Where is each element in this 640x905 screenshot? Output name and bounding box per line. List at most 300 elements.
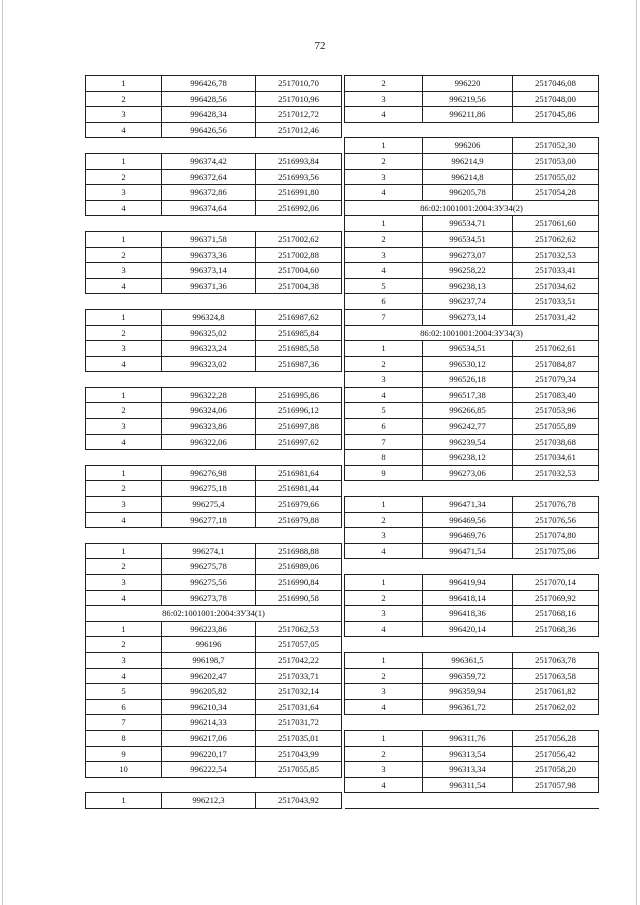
point-number-cell: 6 bbox=[345, 419, 423, 435]
table-row bbox=[345, 91, 599, 107]
separator-row bbox=[345, 793, 599, 809]
point-number-cell: 2 bbox=[345, 356, 423, 372]
x-coordinate-cell: 996237,74 bbox=[423, 294, 513, 310]
y-coordinate-cell: 2516985,58 bbox=[256, 341, 342, 357]
table-row bbox=[86, 91, 342, 107]
y-coordinate-cell: 2517062,53 bbox=[256, 621, 342, 637]
y-coordinate-cell: 2517031,72 bbox=[256, 715, 342, 731]
table-row bbox=[345, 590, 599, 606]
y-coordinate-cell: 2517032,14 bbox=[256, 684, 342, 700]
point-number-cell: 2 bbox=[345, 668, 423, 684]
x-coordinate-cell: 996205,82 bbox=[162, 684, 256, 700]
x-coordinate-cell: 996222,54 bbox=[162, 762, 256, 778]
separator-row bbox=[86, 138, 342, 154]
table-row bbox=[86, 107, 342, 123]
point-number-cell: 2 bbox=[86, 637, 162, 653]
y-coordinate-cell: 2517074,80 bbox=[513, 528, 599, 544]
y-coordinate-cell: 2517057,05 bbox=[256, 637, 342, 653]
y-coordinate-cell: 2516992,06 bbox=[256, 200, 342, 216]
point-number-cell: 2 bbox=[345, 231, 423, 247]
point-number-cell: 4 bbox=[345, 777, 423, 793]
y-coordinate-cell: 2517048,00 bbox=[513, 91, 599, 107]
y-coordinate-cell: 2517045,86 bbox=[513, 107, 599, 123]
table-row bbox=[345, 403, 599, 419]
table-row bbox=[86, 684, 342, 700]
x-coordinate-cell: 996219,56 bbox=[423, 91, 513, 107]
point-number-cell: 8 bbox=[86, 730, 162, 746]
y-coordinate-cell: 2516987,62 bbox=[256, 309, 342, 325]
table-row bbox=[345, 497, 599, 513]
x-coordinate-cell: 996205,78 bbox=[423, 185, 513, 201]
point-number-cell: 3 bbox=[86, 419, 162, 435]
point-number-cell: 3 bbox=[86, 341, 162, 357]
table-row bbox=[345, 419, 599, 435]
point-number-cell: 3 bbox=[86, 185, 162, 201]
page-number: 72 bbox=[314, 40, 326, 52]
point-number-cell: 3 bbox=[86, 652, 162, 668]
x-coordinate-cell: 996517,38 bbox=[423, 387, 513, 403]
table-row bbox=[345, 762, 599, 778]
point-number-cell: 4 bbox=[86, 434, 162, 450]
x-coordinate-cell: 996534,71 bbox=[423, 216, 513, 232]
x-coordinate-cell: 996371,58 bbox=[162, 231, 256, 247]
y-coordinate-cell: 2517069,92 bbox=[513, 590, 599, 606]
empty-separator-cell bbox=[345, 559, 599, 575]
table-row bbox=[345, 356, 599, 372]
point-number-cell: 6 bbox=[86, 699, 162, 715]
x-coordinate-cell: 996428,56 bbox=[162, 91, 256, 107]
point-number-cell: 2 bbox=[345, 590, 423, 606]
y-coordinate-cell: 2517043,92 bbox=[256, 793, 342, 809]
point-number-cell: 1 bbox=[345, 575, 423, 591]
point-number-cell: 1 bbox=[86, 621, 162, 637]
y-coordinate-cell: 2517031,42 bbox=[513, 309, 599, 325]
table-row bbox=[86, 185, 342, 201]
y-coordinate-cell: 2516979,88 bbox=[256, 512, 342, 528]
table-row bbox=[86, 465, 342, 481]
point-number-cell: 4 bbox=[86, 668, 162, 684]
x-coordinate-cell: 996275,18 bbox=[162, 481, 256, 497]
table-row bbox=[86, 309, 342, 325]
table-row bbox=[345, 247, 599, 263]
x-coordinate-cell: 996311,54 bbox=[423, 777, 513, 793]
table-row bbox=[345, 169, 599, 185]
x-coordinate-cell: 996273,07 bbox=[423, 247, 513, 263]
y-coordinate-cell: 2517063,78 bbox=[513, 652, 599, 668]
point-number-cell: 4 bbox=[86, 512, 162, 528]
y-coordinate-cell: 2517079,34 bbox=[513, 372, 599, 388]
point-number-cell: 1 bbox=[345, 730, 423, 746]
point-number-cell: 3 bbox=[86, 497, 162, 513]
y-coordinate-cell: 2516985,84 bbox=[256, 325, 342, 341]
point-number-cell: 2 bbox=[86, 91, 162, 107]
point-number-cell: 3 bbox=[345, 169, 423, 185]
table-row bbox=[345, 387, 599, 403]
separator-row bbox=[345, 481, 599, 497]
x-coordinate-cell: 996313,34 bbox=[423, 762, 513, 778]
table-row bbox=[86, 278, 342, 294]
y-coordinate-cell: 2516990,84 bbox=[256, 575, 342, 591]
table-row bbox=[86, 325, 342, 341]
x-coordinate-cell: 996214,33 bbox=[162, 715, 256, 731]
y-coordinate-cell: 2516987,36 bbox=[256, 356, 342, 372]
y-coordinate-cell: 2517046,08 bbox=[513, 76, 599, 92]
table-row bbox=[345, 278, 599, 294]
table-row bbox=[345, 434, 599, 450]
y-coordinate-cell: 2517062,02 bbox=[513, 699, 599, 715]
x-coordinate-cell: 996372,86 bbox=[162, 185, 256, 201]
y-coordinate-cell: 2516981,64 bbox=[256, 465, 342, 481]
point-number-cell: 4 bbox=[86, 356, 162, 372]
x-coordinate-cell: 996323,02 bbox=[162, 356, 256, 372]
point-number-cell: 1 bbox=[86, 309, 162, 325]
table-row bbox=[86, 715, 342, 731]
x-coordinate-cell: 996258,22 bbox=[423, 263, 513, 279]
x-coordinate-cell: 996211,86 bbox=[423, 107, 513, 123]
table-row bbox=[345, 341, 599, 357]
y-coordinate-cell: 2516989,06 bbox=[256, 559, 342, 575]
x-coordinate-cell: 996469,76 bbox=[423, 528, 513, 544]
point-number-cell: 1 bbox=[86, 387, 162, 403]
point-number-cell: 7 bbox=[345, 309, 423, 325]
table-row bbox=[86, 356, 342, 372]
x-coordinate-cell: 996276,98 bbox=[162, 465, 256, 481]
y-coordinate-cell: 2517034,61 bbox=[513, 450, 599, 466]
point-number-cell: 1 bbox=[345, 652, 423, 668]
y-coordinate-cell: 2517076,78 bbox=[513, 497, 599, 513]
y-coordinate-cell: 2517012,46 bbox=[256, 122, 342, 138]
y-coordinate-cell: 2517033,41 bbox=[513, 263, 599, 279]
y-coordinate-cell: 2517043,99 bbox=[256, 746, 342, 762]
table-row bbox=[86, 730, 342, 746]
empty-separator-cell bbox=[86, 294, 342, 310]
table-row bbox=[345, 543, 599, 559]
scan-edge-left bbox=[2, 0, 3, 905]
point-number-cell: 4 bbox=[86, 122, 162, 138]
table-row bbox=[345, 185, 599, 201]
x-coordinate-cell: 996196 bbox=[162, 637, 256, 653]
x-coordinate-cell: 996220 bbox=[423, 76, 513, 92]
x-coordinate-cell: 996359,72 bbox=[423, 668, 513, 684]
point-number-cell: 4 bbox=[345, 107, 423, 123]
point-number-cell: 1 bbox=[345, 341, 423, 357]
table-row bbox=[86, 652, 342, 668]
point-number-cell: 2 bbox=[86, 247, 162, 263]
x-coordinate-cell: 996361,5 bbox=[423, 652, 513, 668]
x-coordinate-cell: 996238,12 bbox=[423, 450, 513, 466]
y-coordinate-cell: 2517057,98 bbox=[513, 777, 599, 793]
x-coordinate-cell: 996373,14 bbox=[162, 263, 256, 279]
point-number-cell: 2 bbox=[345, 153, 423, 169]
x-coordinate-cell: 996275,4 bbox=[162, 497, 256, 513]
table-row bbox=[345, 138, 599, 154]
table-row bbox=[86, 512, 342, 528]
y-coordinate-cell: 2517002,62 bbox=[256, 231, 342, 247]
point-number-cell: 2 bbox=[86, 169, 162, 185]
table-row bbox=[345, 777, 599, 793]
x-coordinate-cell: 996220,17 bbox=[162, 746, 256, 762]
x-coordinate-cell: 996322,28 bbox=[162, 387, 256, 403]
y-coordinate-cell: 2516997,88 bbox=[256, 419, 342, 435]
y-coordinate-cell: 2516981,44 bbox=[256, 481, 342, 497]
x-coordinate-cell: 996313,54 bbox=[423, 746, 513, 762]
y-coordinate-cell: 2517032,53 bbox=[513, 465, 599, 481]
y-coordinate-cell: 2517056,42 bbox=[513, 746, 599, 762]
table-row bbox=[345, 450, 599, 466]
separator-row bbox=[86, 216, 342, 232]
y-coordinate-cell: 2517035,01 bbox=[256, 730, 342, 746]
y-coordinate-cell: 2517052,30 bbox=[513, 138, 599, 154]
table-row bbox=[86, 200, 342, 216]
parcel-header-row bbox=[345, 200, 599, 216]
empty-separator-cell bbox=[86, 372, 342, 388]
point-number-cell: 1 bbox=[86, 465, 162, 481]
table-row bbox=[86, 231, 342, 247]
x-coordinate-cell: 996534,51 bbox=[423, 341, 513, 357]
parcel-cadastral-number: 86:02:1001001:2004:ЗУ34(3) bbox=[345, 325, 599, 341]
empty-separator-cell bbox=[345, 122, 599, 138]
y-coordinate-cell: 2517004,38 bbox=[256, 278, 342, 294]
x-coordinate-cell: 996273,78 bbox=[162, 590, 256, 606]
empty-separator-cell bbox=[86, 216, 342, 232]
x-coordinate-cell: 996210,34 bbox=[162, 699, 256, 715]
point-number-cell: 1 bbox=[86, 793, 162, 809]
table-row bbox=[345, 107, 599, 123]
point-number-cell: 4 bbox=[345, 185, 423, 201]
table-row bbox=[86, 419, 342, 435]
point-number-cell: 4 bbox=[86, 278, 162, 294]
x-coordinate-cell: 996322,06 bbox=[162, 434, 256, 450]
point-number-cell: 2 bbox=[345, 746, 423, 762]
scan-edge-right bbox=[636, 0, 637, 905]
y-coordinate-cell: 2517055,85 bbox=[256, 762, 342, 778]
coordinates-table-left bbox=[85, 75, 342, 809]
table-row bbox=[345, 231, 599, 247]
x-coordinate-cell: 996277,18 bbox=[162, 512, 256, 528]
table-row bbox=[86, 668, 342, 684]
point-number-cell: 4 bbox=[86, 200, 162, 216]
x-coordinate-cell: 996426,56 bbox=[162, 122, 256, 138]
y-coordinate-cell: 2517070,14 bbox=[513, 575, 599, 591]
empty-separator-cell bbox=[86, 450, 342, 466]
x-coordinate-cell: 996198,7 bbox=[162, 652, 256, 668]
table-row bbox=[86, 637, 342, 653]
x-coordinate-cell: 996214,9 bbox=[423, 153, 513, 169]
x-coordinate-cell: 996324,8 bbox=[162, 309, 256, 325]
y-coordinate-cell: 2517056,28 bbox=[513, 730, 599, 746]
y-coordinate-cell: 2516988,88 bbox=[256, 543, 342, 559]
table-row bbox=[345, 216, 599, 232]
x-coordinate-cell: 996242,77 bbox=[423, 419, 513, 435]
table-row bbox=[86, 559, 342, 575]
table-row bbox=[86, 341, 342, 357]
y-coordinate-cell: 2517033,71 bbox=[256, 668, 342, 684]
table-row bbox=[86, 76, 342, 92]
x-coordinate-cell: 996206 bbox=[423, 138, 513, 154]
table-row bbox=[86, 543, 342, 559]
parcel-cadastral-number: 86:02:1001001:2004:ЗУ34(2) bbox=[345, 200, 599, 216]
x-coordinate-cell: 996418,14 bbox=[423, 590, 513, 606]
y-coordinate-cell: 2517061,82 bbox=[513, 684, 599, 700]
empty-separator-cell bbox=[86, 528, 342, 544]
table-row bbox=[86, 263, 342, 279]
separator-row bbox=[86, 450, 342, 466]
separator-row bbox=[86, 528, 342, 544]
y-coordinate-cell: 2517083,40 bbox=[513, 387, 599, 403]
point-number-cell: 9 bbox=[86, 746, 162, 762]
y-coordinate-cell: 2517002,88 bbox=[256, 247, 342, 263]
table-row bbox=[345, 621, 599, 637]
table-row bbox=[345, 606, 599, 622]
point-number-cell: 1 bbox=[86, 231, 162, 247]
table-row bbox=[345, 512, 599, 528]
table-row bbox=[86, 247, 342, 263]
x-coordinate-cell: 996373,36 bbox=[162, 247, 256, 263]
point-number-cell: 2 bbox=[86, 559, 162, 575]
y-coordinate-cell: 2516997,62 bbox=[256, 434, 342, 450]
point-number-cell: 4 bbox=[345, 263, 423, 279]
x-coordinate-cell: 996361,72 bbox=[423, 699, 513, 715]
separator-row bbox=[345, 715, 599, 731]
x-coordinate-cell: 996471,34 bbox=[423, 497, 513, 513]
parcel-header-row bbox=[86, 606, 342, 622]
table-row bbox=[345, 263, 599, 279]
y-coordinate-cell: 2517068,36 bbox=[513, 621, 599, 637]
point-number-cell: 1 bbox=[345, 497, 423, 513]
table-row bbox=[345, 465, 599, 481]
y-coordinate-cell: 2517075,06 bbox=[513, 543, 599, 559]
point-number-cell: 3 bbox=[345, 762, 423, 778]
x-coordinate-cell: 996324,06 bbox=[162, 403, 256, 419]
point-number-cell: 2 bbox=[345, 76, 423, 92]
y-coordinate-cell: 2517062,61 bbox=[513, 341, 599, 357]
table-row bbox=[86, 621, 342, 637]
y-coordinate-cell: 2517004,60 bbox=[256, 263, 342, 279]
table-row bbox=[86, 403, 342, 419]
point-number-cell: 3 bbox=[345, 247, 423, 263]
x-coordinate-cell: 996273,06 bbox=[423, 465, 513, 481]
y-coordinate-cell: 2517061,60 bbox=[513, 216, 599, 232]
coordinates-table-right bbox=[344, 75, 599, 809]
x-coordinate-cell: 996325,02 bbox=[162, 325, 256, 341]
empty-separator-cell bbox=[86, 777, 342, 793]
empty-separator-cell bbox=[345, 715, 599, 731]
x-coordinate-cell: 996471,54 bbox=[423, 543, 513, 559]
y-coordinate-cell: 2517012,72 bbox=[256, 107, 342, 123]
point-number-cell: 6 bbox=[345, 294, 423, 310]
point-number-cell: 4 bbox=[345, 699, 423, 715]
table-row bbox=[86, 497, 342, 513]
table-row bbox=[345, 528, 599, 544]
point-number-cell: 5 bbox=[86, 684, 162, 700]
x-coordinate-cell: 996374,42 bbox=[162, 153, 256, 169]
x-coordinate-cell: 996217,06 bbox=[162, 730, 256, 746]
x-coordinate-cell: 996274,1 bbox=[162, 543, 256, 559]
x-coordinate-cell: 996419,94 bbox=[423, 575, 513, 591]
point-number-cell: 7 bbox=[86, 715, 162, 731]
y-coordinate-cell: 2517053,96 bbox=[513, 403, 599, 419]
table-row bbox=[345, 153, 599, 169]
y-coordinate-cell: 2517054,28 bbox=[513, 185, 599, 201]
x-coordinate-cell: 996526,18 bbox=[423, 372, 513, 388]
table-row bbox=[345, 76, 599, 92]
y-coordinate-cell: 2517063,58 bbox=[513, 668, 599, 684]
point-number-cell: 3 bbox=[86, 263, 162, 279]
point-number-cell: 3 bbox=[345, 684, 423, 700]
table-row bbox=[86, 481, 342, 497]
x-coordinate-cell: 996266,85 bbox=[423, 403, 513, 419]
table-row bbox=[345, 294, 599, 310]
y-coordinate-cell: 2517032,53 bbox=[513, 247, 599, 263]
y-coordinate-cell: 2517068,16 bbox=[513, 606, 599, 622]
y-coordinate-cell: 2517010,96 bbox=[256, 91, 342, 107]
point-number-cell: 10 bbox=[86, 762, 162, 778]
point-number-cell: 3 bbox=[345, 528, 423, 544]
empty-separator-cell bbox=[345, 481, 599, 497]
point-number-cell: 2 bbox=[86, 403, 162, 419]
y-coordinate-cell: 2517084,87 bbox=[513, 356, 599, 372]
separator-row bbox=[345, 122, 599, 138]
point-number-cell: 3 bbox=[345, 91, 423, 107]
y-coordinate-cell: 2517062,62 bbox=[513, 231, 599, 247]
x-coordinate-cell: 996469,56 bbox=[423, 512, 513, 528]
x-coordinate-cell: 996275,78 bbox=[162, 559, 256, 575]
separator-row bbox=[345, 559, 599, 575]
table-row bbox=[345, 684, 599, 700]
point-number-cell: 4 bbox=[345, 621, 423, 637]
separator-row bbox=[345, 637, 599, 653]
table-row bbox=[86, 762, 342, 778]
y-coordinate-cell: 2516991,80 bbox=[256, 185, 342, 201]
x-coordinate-cell: 996311,76 bbox=[423, 730, 513, 746]
y-coordinate-cell: 2517055,02 bbox=[513, 169, 599, 185]
table-row bbox=[86, 590, 342, 606]
point-number-cell: 9 bbox=[345, 465, 423, 481]
x-coordinate-cell: 996323,24 bbox=[162, 341, 256, 357]
point-number-cell: 8 bbox=[345, 450, 423, 466]
x-coordinate-cell: 996428,34 bbox=[162, 107, 256, 123]
point-number-cell: 1 bbox=[345, 216, 423, 232]
x-coordinate-cell: 996426,78 bbox=[162, 76, 256, 92]
x-coordinate-cell: 996371,36 bbox=[162, 278, 256, 294]
point-number-cell: 1 bbox=[86, 543, 162, 559]
y-coordinate-cell: 2517053,00 bbox=[513, 153, 599, 169]
table-row bbox=[86, 575, 342, 591]
table-row bbox=[345, 699, 599, 715]
y-coordinate-cell: 2516996,12 bbox=[256, 403, 342, 419]
table-row bbox=[86, 153, 342, 169]
x-coordinate-cell: 996372,64 bbox=[162, 169, 256, 185]
parcel-header-row bbox=[345, 325, 599, 341]
table-row bbox=[345, 652, 599, 668]
point-number-cell: 4 bbox=[345, 387, 423, 403]
table-row bbox=[86, 746, 342, 762]
x-coordinate-cell: 996420,14 bbox=[423, 621, 513, 637]
point-number-cell: 1 bbox=[86, 76, 162, 92]
empty-separator-cell bbox=[86, 138, 342, 154]
y-coordinate-cell: 2517031,64 bbox=[256, 699, 342, 715]
x-coordinate-cell: 996418,36 bbox=[423, 606, 513, 622]
y-coordinate-cell: 2517055,89 bbox=[513, 419, 599, 435]
x-coordinate-cell: 996374,64 bbox=[162, 200, 256, 216]
table-row bbox=[345, 668, 599, 684]
point-number-cell: 1 bbox=[345, 138, 423, 154]
point-number-cell: 3 bbox=[86, 575, 162, 591]
x-coordinate-cell: 996534,51 bbox=[423, 231, 513, 247]
point-number-cell: 2 bbox=[345, 512, 423, 528]
point-number-cell: 5 bbox=[345, 403, 423, 419]
y-coordinate-cell: 2516979,66 bbox=[256, 497, 342, 513]
